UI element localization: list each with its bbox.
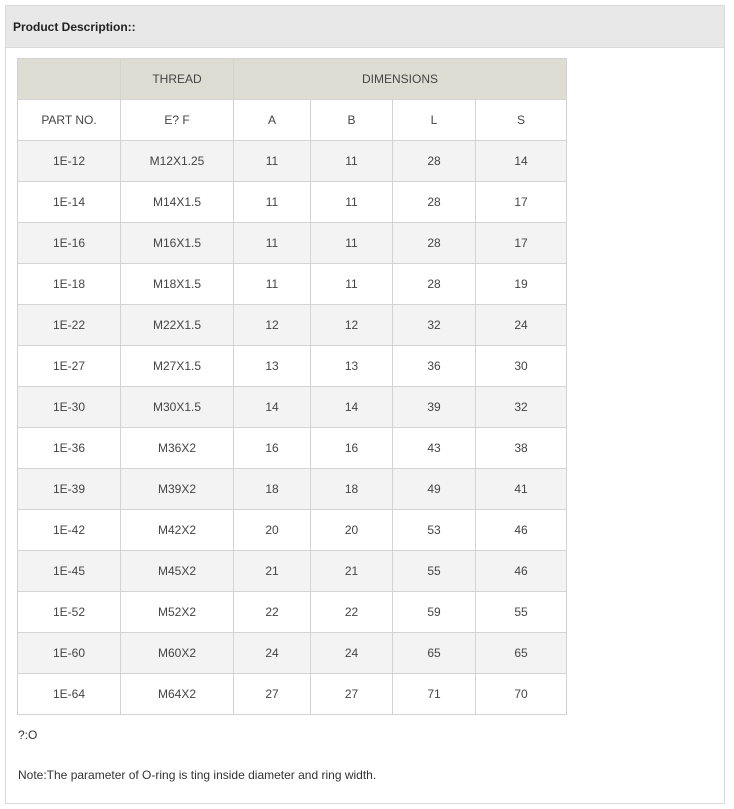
column-header-a: A <box>234 100 311 141</box>
dim-b-cell: 13 <box>311 346 393 387</box>
dim-s-cell: 55 <box>476 592 567 633</box>
dimensions-table <box>17 58 567 715</box>
table-group-header-row <box>18 59 567 100</box>
dim-s-cell: 32 <box>476 387 567 428</box>
table-row <box>18 469 567 510</box>
dim-a-cell: 22 <box>234 592 311 633</box>
table-body <box>18 141 567 715</box>
section-title: Product Description:: <box>13 19 136 34</box>
table-row <box>18 223 567 264</box>
thread-cell: M14X1.5 <box>121 182 234 223</box>
part-no-cell: 1E-39 <box>18 469 121 510</box>
dim-l-cell: 28 <box>393 141 476 182</box>
thread-cell: M64X2 <box>121 674 234 715</box>
dim-a-cell: 11 <box>234 141 311 182</box>
dim-s-cell: 30 <box>476 346 567 387</box>
column-header-l: L <box>393 100 476 141</box>
footnote-oring-label: ?:O <box>18 728 38 742</box>
part-no-cell: 1E-22 <box>18 305 121 346</box>
group-header-thread: THREAD <box>121 59 234 100</box>
thread-cell: M18X1.5 <box>121 264 234 305</box>
dim-b-cell: 14 <box>311 387 393 428</box>
dim-b-cell: 21 <box>311 551 393 592</box>
dim-l-cell: 28 <box>393 182 476 223</box>
column-header-s: S <box>476 100 567 141</box>
table-row <box>18 674 567 715</box>
dim-b-cell: 11 <box>311 264 393 305</box>
dim-b-cell: 11 <box>311 141 393 182</box>
thread-cell: M42X2 <box>121 510 234 551</box>
column-header-b: B <box>311 100 393 141</box>
dim-l-cell: 59 <box>393 592 476 633</box>
dim-l-cell: 49 <box>393 469 476 510</box>
dim-s-cell: 17 <box>476 182 567 223</box>
footnote-note: Note:The parameter of O-ring is ting inside diameter and ring width. <box>18 768 377 782</box>
group-header-empty <box>18 59 121 100</box>
dim-l-cell: 55 <box>393 551 476 592</box>
thread-cell: M27X1.5 <box>121 346 234 387</box>
dim-l-cell: 32 <box>393 305 476 346</box>
dim-s-cell: 17 <box>476 223 567 264</box>
table-row <box>18 346 567 387</box>
dim-a-cell: 20 <box>234 510 311 551</box>
dim-a-cell: 16 <box>234 428 311 469</box>
dim-l-cell: 28 <box>393 264 476 305</box>
thread-cell: M12X1.25 <box>121 141 234 182</box>
dim-a-cell: 11 <box>234 264 311 305</box>
table-row <box>18 428 567 469</box>
dim-b-cell: 12 <box>311 305 393 346</box>
dim-l-cell: 28 <box>393 223 476 264</box>
table-row <box>18 387 567 428</box>
part-no-cell: 1E-42 <box>18 510 121 551</box>
table-row <box>18 633 567 674</box>
group-header-dimensions: DIMENSIONS <box>234 59 567 100</box>
dim-l-cell: 53 <box>393 510 476 551</box>
dim-s-cell: 19 <box>476 264 567 305</box>
part-no-cell: 1E-36 <box>18 428 121 469</box>
table-row <box>18 182 567 223</box>
dim-l-cell: 39 <box>393 387 476 428</box>
thread-cell: M39X2 <box>121 469 234 510</box>
part-no-cell: 1E-18 <box>18 264 121 305</box>
thread-cell: M36X2 <box>121 428 234 469</box>
dim-a-cell: 14 <box>234 387 311 428</box>
part-no-cell: 1E-60 <box>18 633 121 674</box>
dim-b-cell: 24 <box>311 633 393 674</box>
table-row <box>18 264 567 305</box>
dim-a-cell: 21 <box>234 551 311 592</box>
section-header <box>6 6 724 48</box>
dim-a-cell: 11 <box>234 223 311 264</box>
table-row <box>18 510 567 551</box>
dim-a-cell: 13 <box>234 346 311 387</box>
part-no-cell: 1E-12 <box>18 141 121 182</box>
dim-b-cell: 16 <box>311 428 393 469</box>
column-header-part-no: PART NO. <box>18 100 121 141</box>
thread-cell: M60X2 <box>121 633 234 674</box>
dim-s-cell: 41 <box>476 469 567 510</box>
thread-cell: M16X1.5 <box>121 223 234 264</box>
part-no-cell: 1E-45 <box>18 551 121 592</box>
dim-l-cell: 65 <box>393 633 476 674</box>
dim-a-cell: 27 <box>234 674 311 715</box>
part-no-cell: 1E-30 <box>18 387 121 428</box>
dim-l-cell: 43 <box>393 428 476 469</box>
thread-cell: M22X1.5 <box>121 305 234 346</box>
table-column-header-row <box>18 100 567 141</box>
dim-s-cell: 14 <box>476 141 567 182</box>
dim-b-cell: 18 <box>311 469 393 510</box>
dim-s-cell: 70 <box>476 674 567 715</box>
thread-cell: M30X1.5 <box>121 387 234 428</box>
dim-a-cell: 12 <box>234 305 311 346</box>
dim-b-cell: 11 <box>311 182 393 223</box>
dim-b-cell: 20 <box>311 510 393 551</box>
dim-a-cell: 24 <box>234 633 311 674</box>
dim-b-cell: 22 <box>311 592 393 633</box>
dim-a-cell: 18 <box>234 469 311 510</box>
dim-b-cell: 11 <box>311 223 393 264</box>
column-header-thread: E? F <box>121 100 234 141</box>
table-row <box>18 551 567 592</box>
table-row <box>18 592 567 633</box>
part-no-cell: 1E-64 <box>18 674 121 715</box>
table-row <box>18 141 567 182</box>
table-row <box>18 305 567 346</box>
part-no-cell: 1E-14 <box>18 182 121 223</box>
part-no-cell: 1E-52 <box>18 592 121 633</box>
dim-s-cell: 24 <box>476 305 567 346</box>
product-description-panel <box>5 5 725 804</box>
dim-l-cell: 36 <box>393 346 476 387</box>
dim-s-cell: 46 <box>476 551 567 592</box>
thread-cell: M52X2 <box>121 592 234 633</box>
dim-l-cell: 71 <box>393 674 476 715</box>
part-no-cell: 1E-16 <box>18 223 121 264</box>
dim-s-cell: 65 <box>476 633 567 674</box>
thread-cell: M45X2 <box>121 551 234 592</box>
part-no-cell: 1E-27 <box>18 346 121 387</box>
dim-s-cell: 38 <box>476 428 567 469</box>
dim-b-cell: 27 <box>311 674 393 715</box>
dim-s-cell: 46 <box>476 510 567 551</box>
dim-a-cell: 11 <box>234 182 311 223</box>
